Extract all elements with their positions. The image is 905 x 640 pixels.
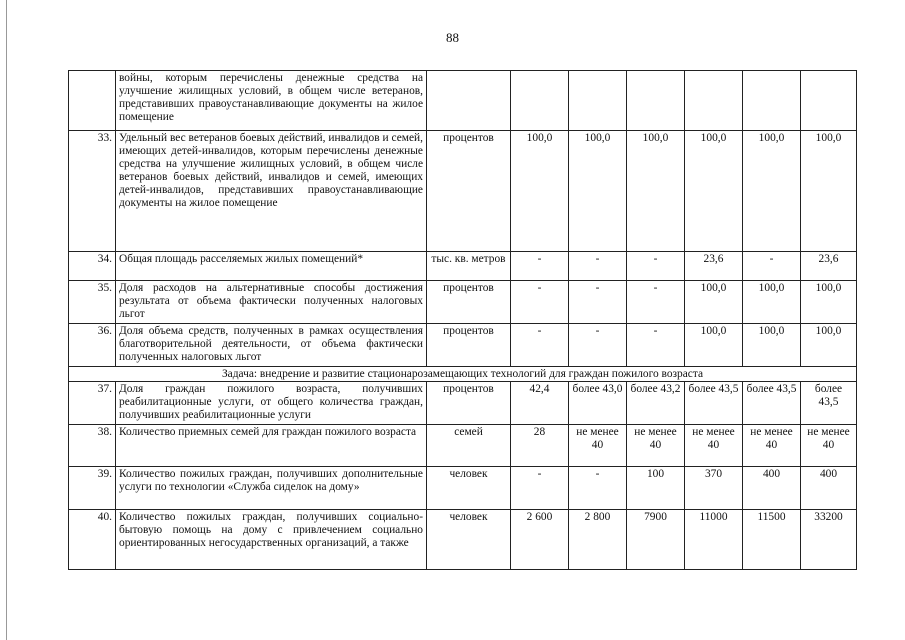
row-value: более 43,5: [743, 382, 801, 425]
row-value: -: [511, 252, 569, 281]
row-value: 100,0: [801, 324, 857, 367]
row-number: 34.: [69, 252, 116, 281]
row-number: 38.: [69, 425, 116, 467]
row-value: 11000: [685, 510, 743, 570]
row-value: 2 600: [511, 510, 569, 570]
row-unit: семей: [427, 425, 511, 467]
row-value: 42,4: [511, 382, 569, 425]
row-value: более 43,5: [801, 382, 857, 425]
table-row: [69, 281, 857, 324]
row-value: -: [627, 252, 685, 281]
row-value: 100,0: [627, 131, 685, 252]
row-unit: человек: [427, 467, 511, 510]
row-value: 23,6: [801, 252, 857, 281]
table-row: [69, 510, 857, 570]
row-description: Количество приемных семей для граждан пожилого возраста: [116, 425, 427, 467]
row-value: 100: [627, 467, 685, 510]
row-value: -: [627, 281, 685, 324]
row-value: 100,0: [801, 131, 857, 252]
row-description: Общая площадь расселяемых жилых помещений*: [116, 252, 427, 281]
row-value: более 43,5: [685, 382, 743, 425]
row-value: 7900: [627, 510, 685, 570]
row-value: -: [511, 281, 569, 324]
row-unit: процентов: [427, 324, 511, 367]
row-value: 100,0: [801, 281, 857, 324]
row-description: Количество пожилых граждан, получивших дополнительные услуги по технологии «Служба сиделок на дому»: [116, 467, 427, 510]
row-value: -: [569, 252, 627, 281]
row-value: -: [569, 467, 627, 510]
row-unit: человек: [427, 510, 511, 570]
row-value: 100,0: [743, 281, 801, 324]
row-unit: процентов: [427, 382, 511, 425]
table-row: [69, 425, 857, 467]
row-value: не менее 40: [743, 425, 801, 467]
row-value: -: [511, 467, 569, 510]
row-value: -: [627, 324, 685, 367]
row-value: не менее 40: [685, 425, 743, 467]
row-number: 40.: [69, 510, 116, 570]
row-value: не менее 40: [627, 425, 685, 467]
row-value: -: [743, 252, 801, 281]
row-unit: процентов: [427, 131, 511, 252]
table-row: [69, 467, 857, 510]
row-value: -: [569, 281, 627, 324]
row-number: 36.: [69, 324, 116, 367]
row-value: 100,0: [743, 324, 801, 367]
indicators-table: [68, 70, 857, 570]
row-value: 100,0: [685, 131, 743, 252]
table-row: [69, 252, 857, 281]
row-value: 33200: [801, 510, 857, 570]
row-value: не менее 40: [569, 425, 627, 467]
page-left-edge: [6, 0, 7, 640]
row-number: 39.: [69, 467, 116, 510]
row-number: 33.: [69, 131, 116, 252]
row-value: 400: [801, 467, 857, 510]
task-heading-row: [69, 367, 857, 382]
row-description: Доля граждан пожилого возраста, получивших реабилитационные услуги, от общего количества граждан, получивших реабилитационные услуги: [116, 382, 427, 425]
row-value: 100,0: [685, 281, 743, 324]
row-number: 35.: [69, 281, 116, 324]
page-number: 88: [446, 30, 459, 45]
row-description: Удельный вес ветеранов боевых действий, инвалидов и семей, имеющих детей-инвалидов, которым перечислены денежные средства на улучшение жилищных условий, в общем числе ветеранов боевых действий, инвалидов и семей, имеющих детей-инвалидов, представивших правоустанавливающие документы на жилое помещение: [116, 131, 427, 252]
row-description: Доля расходов на альтернативные способы достижения результата от объема фактически полученных налоговых льгот: [116, 281, 427, 324]
row-value: 2 800: [569, 510, 627, 570]
row-value: не менее 40: [801, 425, 857, 467]
row-value: 100,0: [743, 131, 801, 252]
row-value: 370: [685, 467, 743, 510]
row-value: 400: [743, 467, 801, 510]
row-value: -: [569, 324, 627, 367]
table-row-continuation: [69, 71, 857, 131]
row-value: 100,0: [685, 324, 743, 367]
row-value: 100,0: [511, 131, 569, 252]
row-description: войны, которым перечислены денежные средства на улучшение жилищных условий, в общем числе ветеранов, представивших правоустанавливающие документы на жилое помещение: [116, 71, 427, 131]
row-unit: тыс. кв. метров: [427, 252, 511, 281]
row-value: более 43,0: [569, 382, 627, 425]
row-value: 11500: [743, 510, 801, 570]
row-value: 28: [511, 425, 569, 467]
row-value: 100,0: [569, 131, 627, 252]
row-value: более 43,2: [627, 382, 685, 425]
row-unit: процентов: [427, 281, 511, 324]
row-value: 23,6: [685, 252, 743, 281]
row-value: -: [511, 324, 569, 367]
table-row: [69, 131, 857, 252]
row-description: Количество пожилых граждан, получивших социально-бытовую помощь на дому с привлечением социально ориентированных негосударственных организаций, а также: [116, 510, 427, 570]
task-heading: Задача: внедрение и развитие стационарозамещающих технологий для граждан пожилого возраста: [69, 367, 857, 382]
row-number: 37.: [69, 382, 116, 425]
row-description: Доля объема средств, полученных в рамках осуществления благотворительной деятельности, от объема фактически полученных налоговых льгот: [116, 324, 427, 367]
table-row: [69, 382, 857, 425]
table-row: [69, 324, 857, 367]
